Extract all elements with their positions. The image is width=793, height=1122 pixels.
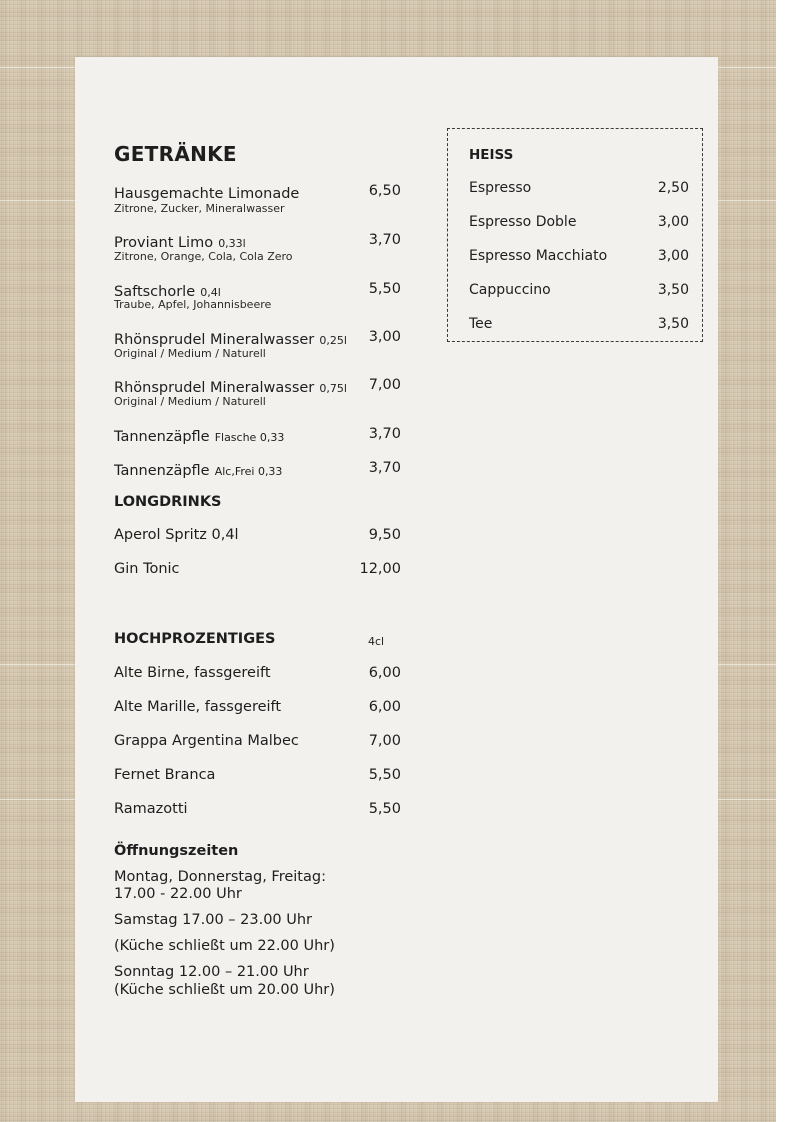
item-name: Gin Tonic <box>114 561 180 577</box>
item-price: 7,00 <box>368 733 401 749</box>
list-item <box>469 214 689 230</box>
item-price: 7,00 <box>368 377 401 393</box>
hours-line: Sonntag 12.00 – 21.00 Uhr <box>114 964 309 980</box>
menu-title: GETRÄNKE <box>114 142 237 166</box>
item-price: 5,50 <box>368 281 401 297</box>
item-name: Cappuccino <box>469 282 551 298</box>
item-name: Fernet Branca <box>114 767 216 783</box>
item-price: 3,00 <box>657 248 689 264</box>
item-name: Rhönsprudel Mineralwasser <box>114 380 315 396</box>
hot-drinks-box <box>447 128 703 342</box>
item-size: Flasche 0,33 <box>214 431 285 444</box>
item-name: Ramazotti <box>114 801 188 817</box>
item-name: Espresso <box>469 180 532 196</box>
menu-item <box>114 232 246 251</box>
item-price: 5,50 <box>368 767 401 783</box>
item-price: 3,00 <box>368 329 401 345</box>
menu-item <box>114 329 347 348</box>
item-price: 3,70 <box>368 426 401 442</box>
item-name: Espresso Macchiato <box>469 248 608 264</box>
item-name: Tee <box>469 316 493 332</box>
item-price: 3,50 <box>657 316 689 332</box>
item-name: Aperol Spritz 0,4l <box>114 527 239 543</box>
item-name: Espresso Doble <box>469 214 577 230</box>
item-name: Hausgemachte Limonade <box>114 186 300 202</box>
background-right-strip <box>776 0 793 1122</box>
item-description: Traube, Apfel, Johannisbeere <box>114 298 272 311</box>
item-name: Rhönsprudel Mineralwasser <box>114 332 315 348</box>
item-price: 3,50 <box>657 282 689 298</box>
item-size: 0,4l <box>200 286 221 299</box>
item-size: Alc,Frei 0,33 <box>214 465 283 478</box>
item-description: Original / Medium / Naturell <box>114 347 266 360</box>
item-price: 2,50 <box>657 180 689 196</box>
item-size: 0,75l <box>319 382 347 395</box>
item-name: Grappa Argentina Malbec <box>114 733 299 749</box>
list-item <box>469 180 689 196</box>
item-name: Alte Birne, fassgereift <box>114 665 271 681</box>
menu-item <box>114 183 299 202</box>
item-price: 3,00 <box>657 214 689 230</box>
item-price: 6,00 <box>368 665 401 681</box>
item-price: 6,50 <box>368 183 401 199</box>
item-size: 0,25l <box>319 334 347 347</box>
item-price: 6,00 <box>368 699 401 715</box>
item-name: Proviant Limo <box>114 235 214 251</box>
item-description: Zitrone, Zucker, Mineralwasser <box>114 202 285 215</box>
list-item <box>469 248 689 264</box>
hours-line: 17.00 - 22.00 Uhr <box>114 886 242 902</box>
section-title-heiss: HEISS <box>469 147 514 163</box>
opening-hours-title: Öffnungszeiten <box>114 843 239 859</box>
list-item <box>469 282 689 298</box>
item-price: 9,50 <box>368 527 401 543</box>
hours-line: (Küche schließt um 22.00 Uhr) <box>114 938 335 954</box>
item-name: Tannenzäpfle <box>114 429 210 445</box>
item-description: Original / Medium / Naturell <box>114 395 266 408</box>
item-price: 3,70 <box>368 460 401 476</box>
list-item <box>469 316 689 332</box>
menu-item <box>114 377 347 396</box>
item-name: Saftschorle <box>114 284 196 300</box>
item-price: 3,70 <box>368 232 401 248</box>
menu-item <box>114 426 284 445</box>
item-size: 0,33l <box>218 237 246 250</box>
item-price: 12,00 <box>359 561 401 577</box>
item-name: Tannenzäpfle <box>114 463 210 479</box>
hours-line: Montag, Donnerstag, Freitag: <box>114 869 326 885</box>
item-description: Zitrone, Orange, Cola, Cola Zero <box>114 250 293 263</box>
item-name: Alte Marille, fassgereift <box>114 699 282 715</box>
unit-label: 4cl <box>368 635 385 648</box>
section-title-hochprozentiges: HOCHPROZENTIGES <box>114 631 276 647</box>
section-title-longdrinks: LONGDRINKS <box>114 494 222 510</box>
hours-line: Samstag 17.00 – 23.00 Uhr <box>114 912 313 928</box>
item-price: 5,50 <box>368 801 401 817</box>
menu-item <box>114 460 282 479</box>
hours-line: (Küche schließt um 20.00 Uhr) <box>114 982 335 998</box>
